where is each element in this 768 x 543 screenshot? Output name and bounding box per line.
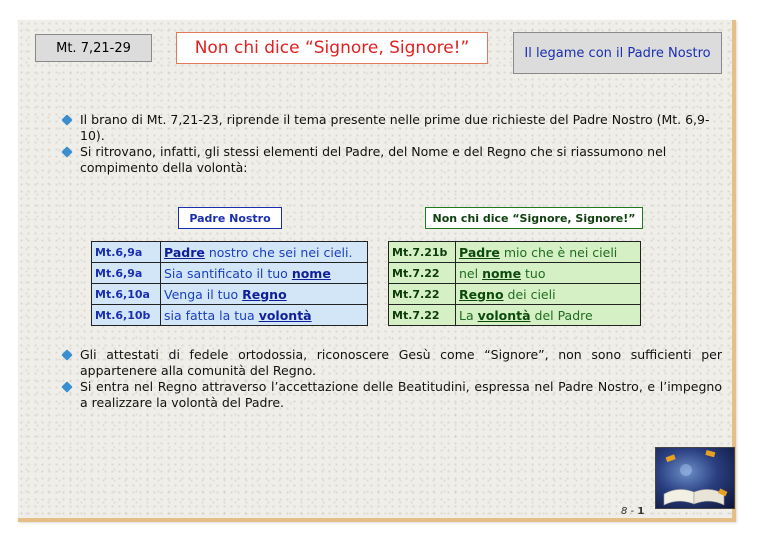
- padre-nostro-label: [178, 207, 282, 229]
- bullet-item: [62, 112, 722, 144]
- bullet-item: [62, 144, 722, 176]
- table-row: [92, 263, 368, 284]
- reference-box: [35, 34, 152, 62]
- keyword: Padre: [164, 244, 205, 260]
- table-row: [389, 305, 641, 326]
- page-number: [621, 506, 644, 517]
- keyword: volontà: [477, 307, 531, 323]
- diamond-bullet-icon: [61, 381, 72, 392]
- diamond-bullet-icon: [61, 146, 72, 157]
- keyword: Regno: [242, 286, 287, 302]
- slide-subtitle: Il legame con il Padre Nostro: [524, 45, 711, 61]
- slide: [18, 20, 736, 522]
- diamond-bullet-icon: [61, 114, 72, 125]
- verse-text: La volontà del Padre: [456, 305, 641, 326]
- verse-text: Venga il tuo Regno: [161, 284, 368, 305]
- verse-text: Sia santificato il tuo nome: [161, 263, 368, 284]
- verse-text: Padre nostro che sei nei cieli.: [161, 242, 368, 263]
- verse-text: sia fatta la tua volontà: [161, 305, 368, 326]
- keyword: Regno: [459, 286, 504, 302]
- verse-ref: Mt.6,9a: [92, 263, 161, 284]
- bullet-item: [62, 347, 722, 379]
- bullet-text: Gli attestati di fedele ortodossia, riconoscere Gesù come “Signore”, non sono sufficienti per appartenere alla comunità del Regno.: [80, 347, 722, 378]
- verse-text: nel nome tuo: [456, 263, 641, 284]
- verse-ref: Mt.7.21b: [389, 242, 456, 263]
- section-number: 8: [621, 506, 628, 517]
- subtitle-box: [513, 32, 722, 74]
- keyword: volontà: [258, 307, 312, 323]
- bullet-text: Si entra nel Regno attraverso l’accettazione delle Beatitudini, espressa nel Padre Nostro, e l’impegno a realizzare la volontà del Padre.: [80, 379, 722, 410]
- open-book-globe-image: [655, 447, 735, 509]
- slide-title: Non chi dice “Signore, Signore!”: [194, 38, 470, 58]
- verse-text: Regno dei cieli: [456, 284, 641, 305]
- non-chi-dice-label: [425, 207, 643, 229]
- verse-ref: Mt.6,10b: [92, 305, 161, 326]
- bullet-item: [62, 379, 722, 411]
- keyword: nome: [291, 265, 331, 281]
- intro-bullet-list: [62, 112, 722, 176]
- verse-ref: Mt.7.22: [389, 305, 456, 326]
- bullet-text: Il brano di Mt. 7,21-23, riprende il tema presente nelle prime due richieste del Padre Nostro (Mt. 6,9-10).: [80, 112, 710, 143]
- bullet-text: Si ritrovano, infatti, gli stessi elementi del Padre, del Nome e del Regno che si riassumono nel compimento della volontà:: [80, 144, 667, 175]
- non-chi-dice-table: [388, 241, 641, 326]
- verse-ref: Mt.7.22: [389, 263, 456, 284]
- verse-ref: Mt.6,9a: [92, 242, 161, 263]
- reference-text: Mt. 7,21-29: [56, 40, 131, 56]
- closing-bullet-list: [62, 347, 722, 411]
- table-row: [92, 305, 368, 326]
- table-row: [92, 242, 368, 263]
- diamond-bullet-icon: [61, 349, 72, 360]
- title-box: [176, 32, 488, 64]
- table-row: [389, 263, 641, 284]
- keyword: nome: [482, 265, 522, 281]
- keyword: Padre: [459, 244, 500, 260]
- page-separator: -: [627, 506, 638, 517]
- verse-text: Padre mio che è nei cieli: [456, 242, 641, 263]
- table-row: [389, 242, 641, 263]
- verse-ref: Mt.7.22: [389, 284, 456, 305]
- book-globe-icon: [656, 448, 734, 508]
- padre-nostro-table: [91, 241, 368, 326]
- page-index: 1: [637, 506, 645, 517]
- non-chi-dice-label-text: Non chi dice “Signore, Signore!”: [432, 211, 636, 225]
- table-row: [92, 284, 368, 305]
- table-row: [389, 284, 641, 305]
- padre-nostro-label-text: Padre Nostro: [189, 211, 271, 225]
- verse-ref: Mt.6,10a: [92, 284, 161, 305]
